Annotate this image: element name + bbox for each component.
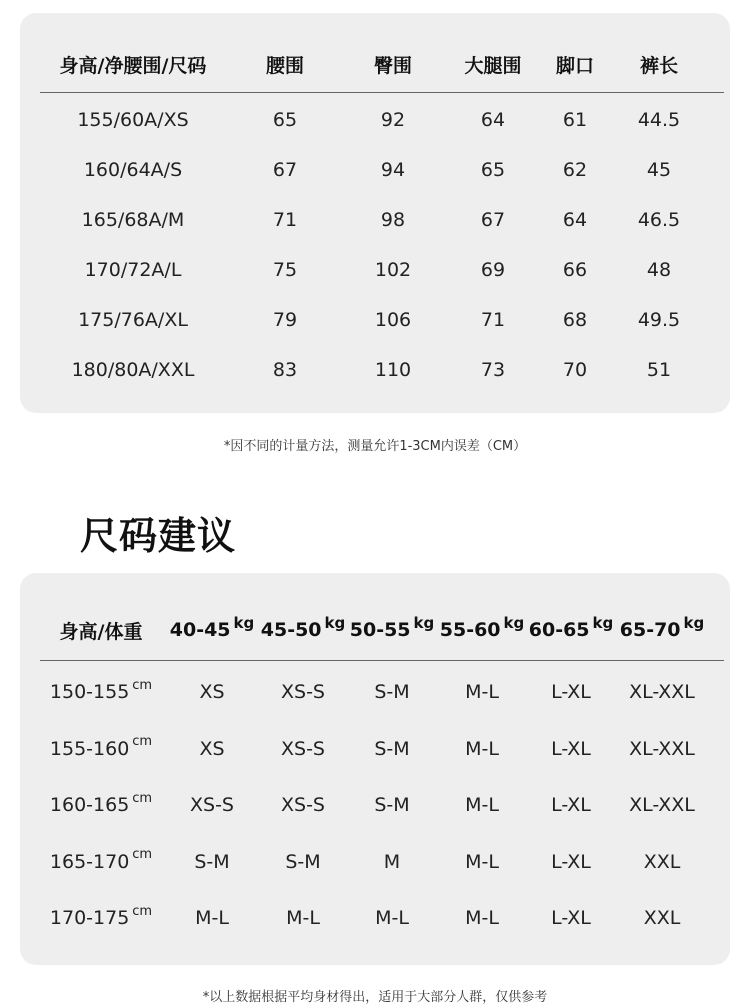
table-cell: 71 — [272, 209, 298, 231]
weight-range: 50-55 — [349, 619, 411, 641]
column-header: 裤长 — [639, 54, 678, 77]
size-cell: M-L — [465, 737, 499, 760]
height-unit: cm — [132, 903, 153, 919]
size-cell: L-XL — [551, 681, 591, 703]
height-label — [36, 790, 166, 820]
table-cell: 67 — [480, 209, 506, 231]
footer-note: *以上数据根据平均身材得出，适用于大部分人群，仅供参考 — [202, 990, 548, 1005]
size-cell: S-M — [285, 850, 321, 873]
table-cell: 61 — [562, 109, 588, 131]
size-label: 180/80A/XXL — [71, 359, 195, 381]
size-cell: S-M — [374, 794, 410, 816]
table-cell: 44.5 — [637, 109, 681, 131]
height-unit: cm — [132, 847, 153, 862]
weight-unit: kg — [413, 614, 435, 632]
size-cell: M-L — [465, 681, 499, 703]
size-chart-card — [20, 13, 730, 413]
table-cell: 45 — [646, 159, 672, 181]
size-cell: M-L — [465, 794, 499, 816]
weight-unit: kg — [683, 614, 705, 632]
weight-header — [166, 615, 258, 645]
weight-header — [612, 615, 712, 645]
column-header: 大腿围 — [464, 54, 522, 77]
size-cell: XXL — [643, 907, 681, 929]
size-cell: M-L — [465, 850, 499, 873]
size-cell: L-XL — [551, 794, 591, 816]
weight-range: 40-45 — [169, 619, 231, 641]
height-label — [36, 677, 166, 707]
height-label — [36, 847, 166, 877]
weight-header — [436, 615, 528, 645]
size-cell: XL-XXL — [629, 737, 695, 760]
size-cell: L-XL — [551, 907, 591, 929]
size-cell: XL-XXL — [629, 681, 695, 703]
size-label: 170/72A/L — [84, 259, 182, 281]
table-cell: 51 — [646, 359, 672, 381]
height-label — [36, 734, 166, 764]
table-cell: 46.5 — [637, 209, 681, 231]
column-header: 臀围 — [373, 54, 412, 77]
size-recommend-card — [20, 573, 730, 965]
header-divider — [40, 92, 724, 93]
table-cell: 64 — [562, 209, 588, 231]
table-cell: 65 — [272, 109, 298, 131]
measure-note: *因不同的计量方法，测量允许1-3CM内误差（CM） — [223, 439, 527, 454]
size-label: 155/60A/XS — [77, 109, 189, 131]
table-cell: 67 — [272, 159, 298, 181]
table-cell: 49.5 — [637, 309, 681, 331]
size-cell: M-L — [375, 907, 409, 929]
weight-unit: kg — [233, 614, 255, 632]
table-cell: 110 — [374, 359, 412, 381]
size-cell: XS-S — [190, 794, 234, 816]
weight-range: 65-70 — [619, 619, 681, 641]
column-header: 身高/净腰围/尺码 — [59, 54, 207, 77]
weight-header — [346, 615, 438, 645]
table-cell: 102 — [374, 259, 412, 281]
table-cell: 79 — [272, 309, 298, 331]
column-header: 腰围 — [265, 54, 304, 77]
weight-range: 55-60 — [439, 619, 501, 641]
table-cell: 68 — [562, 309, 588, 331]
table-cell: 69 — [480, 259, 506, 281]
height-unit: cm — [132, 790, 153, 806]
corner-header: 身高/体重 — [59, 620, 143, 643]
weight-header — [525, 615, 617, 645]
table-cell: 65 — [480, 159, 506, 181]
size-cell: M-L — [465, 907, 499, 929]
size-cell: L-XL — [551, 737, 591, 760]
height-label — [36, 903, 166, 933]
weight-unit: kg — [324, 614, 346, 632]
size-cell: S-M — [374, 737, 410, 760]
weight-range: 60-65 — [528, 619, 590, 641]
table-cell: 92 — [380, 109, 406, 131]
height-unit: cm — [132, 677, 153, 693]
size-cell: M-L — [286, 907, 320, 929]
section-title: 尺码建议 — [80, 514, 237, 558]
weight-range: 45-50 — [260, 619, 322, 641]
table-cell: 71 — [480, 309, 506, 331]
size-cell: XS-S — [281, 737, 325, 760]
size-cell: XXL — [643, 850, 681, 873]
table-cell: 62 — [562, 159, 588, 181]
weight-unit: kg — [503, 614, 525, 632]
height-range: 150-155 — [49, 681, 130, 703]
size-cell: XL-XXL — [629, 794, 695, 816]
weight-header — [257, 615, 349, 645]
table-cell: 66 — [562, 259, 588, 281]
header-divider — [40, 660, 724, 661]
table-cell: 106 — [374, 309, 412, 331]
size-cell: XS-S — [281, 681, 325, 703]
height-range: 155-160 — [49, 737, 130, 760]
table-cell: 73 — [480, 359, 506, 381]
size-cell: L-XL — [551, 850, 591, 873]
size-label: 160/64A/S — [83, 159, 183, 181]
size-cell: S-M — [194, 850, 230, 873]
table-cell: 98 — [380, 209, 406, 231]
height-range: 160-165 — [49, 794, 130, 816]
table-cell: 94 — [380, 159, 406, 181]
height-range: 165-170 — [49, 850, 130, 873]
weight-unit: kg — [592, 614, 614, 632]
size-cell: S-M — [374, 681, 410, 703]
height-unit: cm — [132, 734, 153, 749]
size-cell: XS — [199, 737, 225, 760]
column-header: 脚口 — [555, 54, 594, 77]
height-range: 170-175 — [49, 907, 130, 929]
size-label: 165/68A/M — [81, 209, 185, 231]
size-cell: M-L — [195, 907, 229, 929]
table-cell: 83 — [272, 359, 298, 381]
table-cell: 70 — [562, 359, 588, 381]
table-cell: 64 — [480, 109, 506, 131]
table-cell: 75 — [272, 259, 298, 281]
size-cell: XS-S — [281, 794, 325, 816]
size-label: 175/76A/XL — [78, 309, 188, 331]
size-cell: XS — [199, 681, 225, 703]
table-cell: 48 — [646, 259, 672, 281]
size-cell: M — [383, 850, 401, 873]
